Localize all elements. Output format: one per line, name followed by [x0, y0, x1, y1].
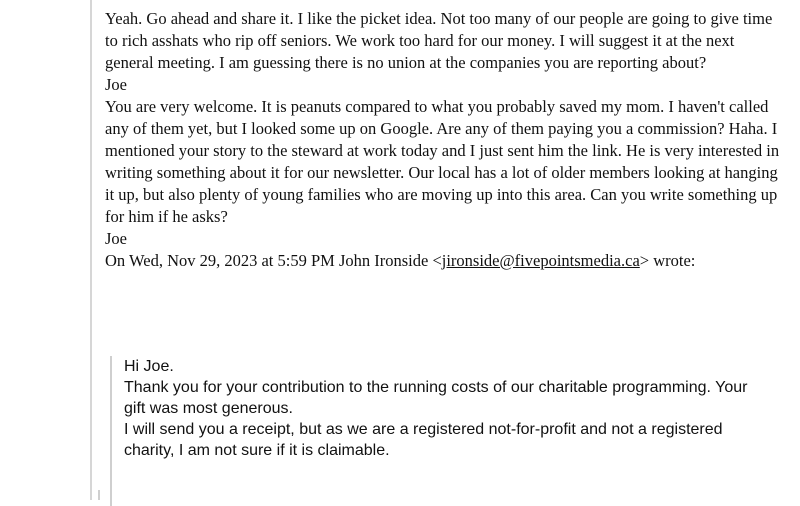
email-body: [105, 8, 785, 272]
attribution-suffix: > wrote:: [639, 251, 696, 270]
quoted-paragraph: I will send you a receipt, but as we are a registered not-for-profit and not a registered charity, I am not sure if it is claimable.: [124, 421, 723, 459]
nested-quote-line: [98, 490, 100, 500]
earlier-signature: Joe: [105, 229, 127, 248]
quoted-greeting: Hi Joe.: [124, 358, 174, 375]
quoted-paragraph: Thank you for your contribution to the running costs of our charitable programming. Your gift was most generous.: [124, 379, 748, 417]
sender-email-link[interactable]: jironside@fivepointsmedia.ca: [441, 251, 640, 270]
earlier-paragraph: You are very welcome. It is peanuts compared to what you probably saved my mom. I haven't called any of them yet, but I looked some up on Google. Are any of them paying you a commission? Haha. I mentioned your story to the steward at work today and I just sent him the link. He is very interested in writing something about it for our newsletter. Our local has a lot of older members looking at hanging it up, but also plenty of young families who are moving up into this area. Can you write something up for him if he asks?: [105, 97, 780, 226]
quote-attribution: [105, 250, 785, 272]
thread-quote-line: [90, 0, 92, 500]
reply-paragraph: Yeah. Go ahead and share it. I like the picket idea. Not too many of our people are going to give time to rich asshats who rip off seniors. We work too hard for our money. I will suggest it at the next general meeting. I am guessing there is no union at the companies you are reporting about?: [105, 9, 773, 72]
reply-signature: Joe: [105, 75, 127, 94]
attribution-prefix: On Wed, Nov 29, 2023 at 5:59 PM John Ironside <: [105, 251, 442, 270]
quoted-message: [110, 356, 764, 506]
